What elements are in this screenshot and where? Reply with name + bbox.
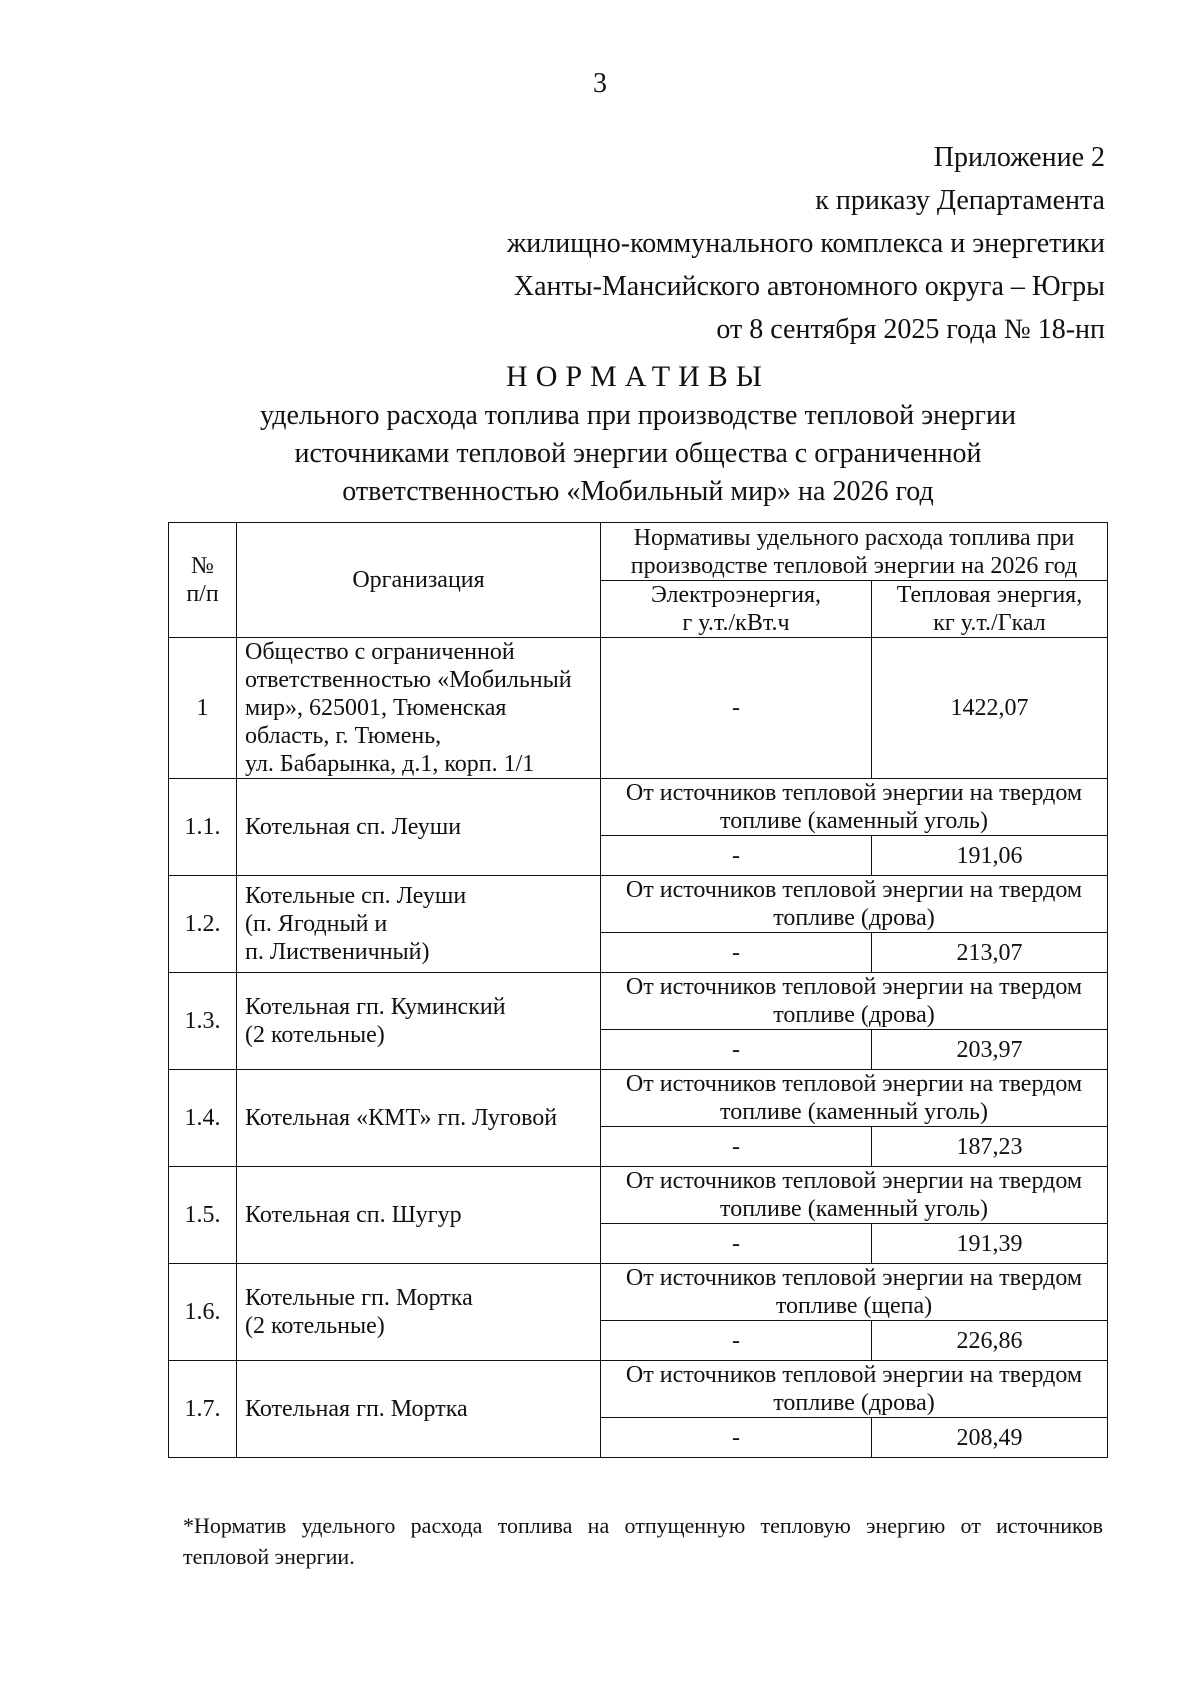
row-thermal: 191,39	[872, 1224, 1108, 1264]
row-org: Котельная «КМТ» гп. Луговой	[237, 1070, 601, 1167]
row-thermal: 213,07	[872, 933, 1108, 973]
row-electric: -	[601, 1224, 872, 1264]
table-row	[169, 973, 1108, 1030]
row-num: 1.4.	[169, 1070, 237, 1167]
row-electric: -	[601, 1030, 872, 1070]
subtitle-line: источниками тепловой энергии общества с ограниченной	[294, 438, 982, 469]
row-thermal: 191,06	[872, 836, 1108, 876]
row-source: От источников тепловой энергии на твердом топливе (каменный уголь)	[601, 1070, 1108, 1127]
row-num: 1	[169, 638, 237, 779]
norms-table	[168, 522, 1108, 1458]
appendix-header	[507, 136, 1105, 351]
subtitle-line: ответственностью «Мобильный мир» на 2026 год	[342, 476, 934, 507]
row-num: 1.1.	[169, 779, 237, 876]
header-electric: Электроэнергия, г у.т./кВт.ч	[601, 581, 872, 638]
row-source: От источников тепловой энергии на твердом топливе (дрова)	[601, 1361, 1108, 1418]
row-num: 1.7.	[169, 1361, 237, 1458]
appendix-line: жилищно-коммунального комплекса и энергетики	[506, 228, 1105, 259]
row-electric: -	[601, 1321, 872, 1361]
appendix-line: к приказу Департамента	[815, 185, 1105, 216]
row-electric: -	[601, 1418, 872, 1458]
row-source: От источников тепловой энергии на твердом топливе (каменный уголь)	[601, 1167, 1108, 1224]
row-source: От источников тепловой энергии на твердом топливе (щепа)	[601, 1264, 1108, 1321]
row-org: Котельная сп. Шугур	[237, 1167, 601, 1264]
appendix-line: Ханты-Мансийского автономного округа – Югры	[513, 271, 1105, 302]
row-thermal: 187,23	[872, 1127, 1108, 1167]
table-row-main	[169, 638, 1108, 779]
row-electric: -	[601, 1127, 872, 1167]
table-row	[169, 1070, 1108, 1127]
row-thermal: 1422,07	[872, 638, 1108, 779]
table-row	[169, 876, 1108, 933]
row-num: 1.3.	[169, 973, 237, 1070]
row-org: Котельные гп. Мортка (2 котельные)	[237, 1264, 601, 1361]
row-source: От источников тепловой энергии на твердом топливе (каменный уголь)	[601, 779, 1108, 836]
row-num: 1.2.	[169, 876, 237, 973]
row-num: 1.5.	[169, 1167, 237, 1264]
table-row	[169, 1264, 1108, 1321]
row-org: Котельная гп. Мортка	[237, 1361, 601, 1458]
footnote: *Норматив удельного расхода топлива на отпущенную тепловую энергию от источников тепловой энергии.	[183, 1513, 1103, 1569]
row-thermal: 203,97	[872, 1030, 1108, 1070]
header-num: № п/п	[169, 523, 237, 638]
table-row	[169, 1361, 1108, 1418]
row-org: Общество с ограниченной ответственностью «Мобильный мир», 625001, Тюменская область, г. Тюмень, ул. Бабарынка, д.1, корп. 1/1	[237, 638, 601, 779]
header-thermal: Тепловая энергия, кг у.т./Гкал	[872, 581, 1108, 638]
appendix-line: от 8 сентября 2025 года № 18-нп	[716, 314, 1105, 345]
subtitle-line: удельного расхода топлива при производстве тепловой энергии	[260, 400, 1016, 431]
row-source: От источников тепловой энергии на твердом топливе (дрова)	[601, 973, 1108, 1030]
row-org: Котельные сп. Леуши (п. Ягодный и п. Лиственичный)	[237, 876, 601, 973]
table-row	[169, 1167, 1108, 1224]
row-org: Котельная сп. Леуши	[237, 779, 601, 876]
appendix-line: Приложение 2	[933, 142, 1105, 173]
row-num: 1.6.	[169, 1264, 237, 1361]
header-org: Организация	[237, 523, 601, 638]
header-norms: Нормативы удельного расхода топлива при производстве тепловой энергии на 2026 год	[601, 523, 1108, 581]
row-org: Котельная гп. Куминский (2 котельные)	[237, 973, 601, 1070]
title-block	[168, 357, 1108, 511]
page-number: 3	[593, 68, 607, 99]
row-source: От источников тепловой энергии на твердом топливе (дрова)	[601, 876, 1108, 933]
row-electric: -	[601, 638, 872, 779]
row-thermal: 226,86	[872, 1321, 1108, 1361]
row-thermal: 208,49	[872, 1418, 1108, 1458]
table-header-row	[169, 523, 1108, 581]
table-row	[169, 779, 1108, 836]
document-title: НОРМАТИВЫ	[506, 360, 770, 393]
row-electric: -	[601, 836, 872, 876]
row-electric: -	[601, 933, 872, 973]
